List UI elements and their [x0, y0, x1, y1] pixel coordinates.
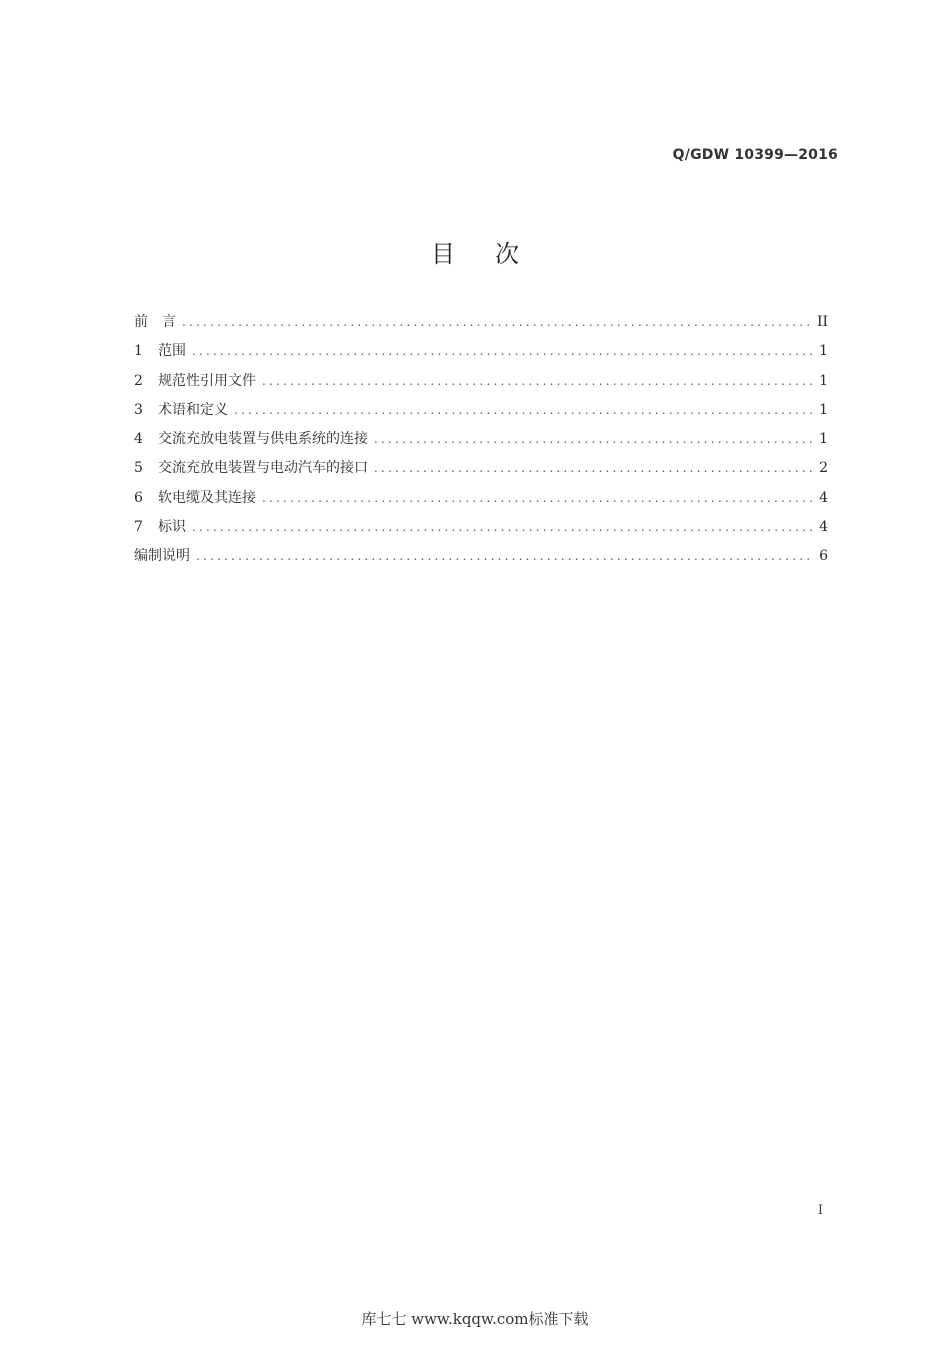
dot-leader — [234, 403, 812, 417]
toc-entry-page: II — [816, 314, 828, 330]
toc-entry-label: 标识 — [158, 519, 186, 536]
toc-entry-7[interactable] — [134, 516, 828, 545]
toc-entry-foreword[interactable] — [134, 311, 828, 340]
dot-leader — [182, 315, 811, 329]
document-code: Q/GDW 10399—2016 — [672, 147, 838, 163]
page-title: 目次 — [431, 240, 559, 268]
dot-leader — [262, 491, 812, 505]
toc-entry-label: 范围 — [158, 343, 186, 360]
toc-entry-number: 3 — [134, 401, 143, 418]
toc-entry-label: 编制说明 — [134, 548, 190, 565]
toc-entry-number: 5 — [134, 460, 143, 477]
toc-entry-2[interactable] — [134, 370, 828, 399]
toc-entry-5[interactable] — [134, 457, 828, 486]
toc-entry-label: 规范性引用文件 — [158, 372, 256, 389]
toc-entry-page: 6 — [819, 548, 828, 565]
toc-entry-number: 6 — [134, 489, 143, 506]
toc-entry-page: 2 — [819, 460, 828, 477]
toc-entry-number: 1 — [134, 343, 143, 360]
page-number: I — [817, 1203, 823, 1218]
toc-entry-number: 4 — [134, 431, 143, 448]
dot-leader — [374, 461, 812, 475]
toc-entry-page: 4 — [819, 519, 828, 536]
dot-leader — [196, 549, 812, 563]
dot-leader — [262, 374, 812, 388]
toc-entry-6[interactable] — [134, 487, 828, 516]
table-of-contents — [134, 311, 828, 575]
toc-entry-page: 4 — [819, 489, 828, 506]
dot-leader — [192, 520, 812, 534]
toc-entry-label: 前 言 — [134, 314, 176, 330]
toc-entry-4[interactable] — [134, 428, 828, 457]
toc-entry-page: 1 — [819, 401, 828, 418]
footer-watermark: 库七七 www.kqqw.com标准下载 — [361, 1310, 589, 1328]
toc-entry-page: 1 — [819, 343, 828, 360]
toc-entry-page: 1 — [819, 431, 828, 448]
toc-entry-number: 2 — [134, 372, 143, 389]
dot-leader — [374, 432, 812, 446]
toc-entry-explanation[interactable] — [134, 545, 828, 574]
toc-entry-number: 7 — [134, 519, 143, 536]
toc-entry-label: 术语和定义 — [158, 401, 228, 418]
toc-entry-label: 交流充放电装置与电动汽车的接口 — [158, 460, 368, 477]
toc-entry-label: 软电缆及其连接 — [158, 489, 256, 506]
toc-entry-1[interactable] — [134, 340, 828, 369]
toc-entry-label: 交流充放电装置与供电系统的连接 — [158, 431, 368, 448]
toc-entry-3[interactable] — [134, 399, 828, 428]
toc-entry-page: 1 — [819, 372, 828, 389]
dot-leader — [192, 344, 812, 358]
